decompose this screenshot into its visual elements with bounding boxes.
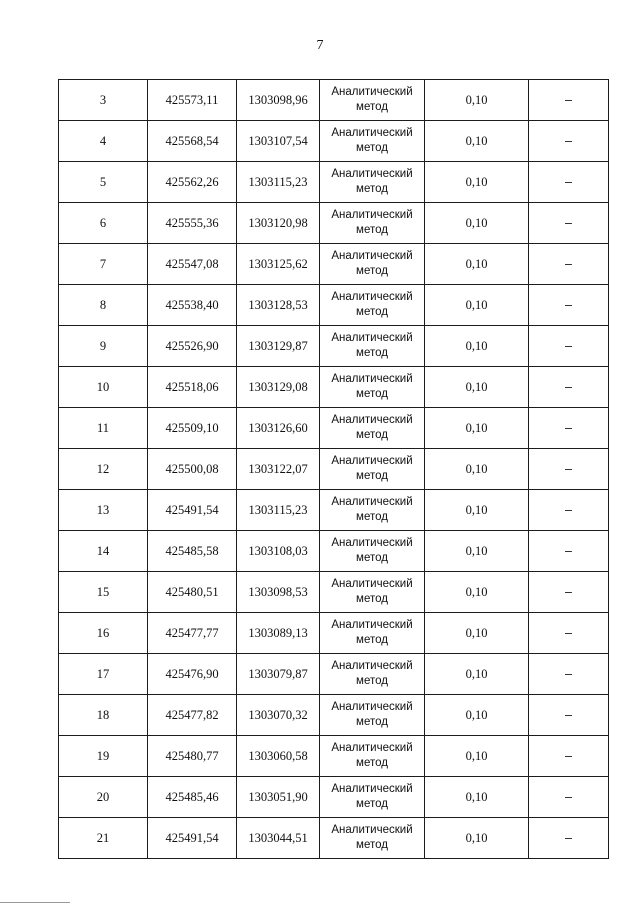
table-row [59,203,609,244]
dash-cell: – [529,695,609,736]
point-number-cell: 19 [59,736,148,777]
table-row [59,736,609,777]
table-row [59,367,609,408]
x-coordinate-cell: 425480,77 [148,736,237,777]
x-coordinate-cell: 425491,54 [148,490,237,531]
table-row [59,613,609,654]
method-cell: Аналитический метод [320,244,425,285]
accuracy-cell: 0,10 [425,203,529,244]
y-coordinate-cell: 1303115,23 [237,490,320,531]
point-number-cell: 3 [59,80,148,121]
y-coordinate-cell: 1303129,08 [237,367,320,408]
point-number-cell: 8 [59,285,148,326]
accuracy-cell: 0,10 [425,162,529,203]
method-cell: Аналитический метод [320,613,425,654]
table-row [59,244,609,285]
method-cell: Аналитический метод [320,80,425,121]
dash-cell: – [529,326,609,367]
x-coordinate-cell: 425573,11 [148,80,237,121]
x-coordinate-cell: 425477,77 [148,613,237,654]
coordinates-table-body [59,80,609,859]
table-row [59,449,609,490]
accuracy-cell: 0,10 [425,572,529,613]
point-number-cell: 15 [59,572,148,613]
method-cell: Аналитический метод [320,326,425,367]
x-coordinate-cell: 425476,90 [148,654,237,695]
accuracy-cell: 0,10 [425,285,529,326]
accuracy-cell: 0,10 [425,408,529,449]
y-coordinate-cell: 1303044,51 [237,818,320,859]
accuracy-cell: 0,10 [425,121,529,162]
point-number-cell: 7 [59,244,148,285]
y-coordinate-cell: 1303126,60 [237,408,320,449]
table-row [59,777,609,818]
dash-cell: – [529,613,609,654]
table-row [59,285,609,326]
x-coordinate-cell: 425555,36 [148,203,237,244]
accuracy-cell: 0,10 [425,449,529,490]
x-coordinate-cell: 425485,58 [148,531,237,572]
point-number-cell: 21 [59,818,148,859]
x-coordinate-cell: 425509,10 [148,408,237,449]
y-coordinate-cell: 1303108,03 [237,531,320,572]
y-coordinate-cell: 1303128,53 [237,285,320,326]
point-number-cell: 9 [59,326,148,367]
accuracy-cell: 0,10 [425,777,529,818]
point-number-cell: 16 [59,613,148,654]
point-number-cell: 14 [59,531,148,572]
y-coordinate-cell: 1303120,98 [237,203,320,244]
x-coordinate-cell: 425568,54 [148,121,237,162]
table-row [59,572,609,613]
y-coordinate-cell: 1303098,96 [237,80,320,121]
method-cell: Аналитический метод [320,777,425,818]
table-row [59,654,609,695]
method-cell: Аналитический метод [320,162,425,203]
point-number-cell: 11 [59,408,148,449]
scan-edge-mark [0,902,70,903]
accuracy-cell: 0,10 [425,818,529,859]
table-row [59,818,609,859]
point-number-cell: 10 [59,367,148,408]
method-cell: Аналитический метод [320,695,425,736]
dash-cell: – [529,490,609,531]
x-coordinate-cell: 425562,26 [148,162,237,203]
method-cell: Аналитический метод [320,121,425,162]
table-row [59,490,609,531]
dash-cell: – [529,121,609,162]
x-coordinate-cell: 425477,82 [148,695,237,736]
x-coordinate-cell: 425526,90 [148,326,237,367]
y-coordinate-cell: 1303089,13 [237,613,320,654]
y-coordinate-cell: 1303125,62 [237,244,320,285]
y-coordinate-cell: 1303098,53 [237,572,320,613]
dash-cell: – [529,162,609,203]
dash-cell: – [529,777,609,818]
method-cell: Аналитический метод [320,490,425,531]
point-number-cell: 6 [59,203,148,244]
y-coordinate-cell: 1303107,54 [237,121,320,162]
dash-cell: – [529,285,609,326]
accuracy-cell: 0,10 [425,367,529,408]
method-cell: Аналитический метод [320,572,425,613]
dash-cell: – [529,408,609,449]
method-cell: Аналитический метод [320,654,425,695]
x-coordinate-cell: 425547,08 [148,244,237,285]
dash-cell: – [529,203,609,244]
accuracy-cell: 0,10 [425,736,529,777]
dash-cell: – [529,654,609,695]
y-coordinate-cell: 1303122,07 [237,449,320,490]
method-cell: Аналитический метод [320,736,425,777]
dash-cell: – [529,818,609,859]
dash-cell: – [529,80,609,121]
x-coordinate-cell: 425485,46 [148,777,237,818]
method-cell: Аналитический метод [320,818,425,859]
point-number-cell: 17 [59,654,148,695]
accuracy-cell: 0,10 [425,695,529,736]
y-coordinate-cell: 1303115,23 [237,162,320,203]
point-number-cell: 18 [59,695,148,736]
dash-cell: – [529,572,609,613]
y-coordinate-cell: 1303079,87 [237,654,320,695]
method-cell: Аналитический метод [320,531,425,572]
method-cell: Аналитический метод [320,203,425,244]
y-coordinate-cell: 1303129,87 [237,326,320,367]
table-row [59,695,609,736]
y-coordinate-cell: 1303051,90 [237,777,320,818]
table-row [59,531,609,572]
y-coordinate-cell: 1303060,58 [237,736,320,777]
table-row [59,80,609,121]
point-number-cell: 20 [59,777,148,818]
method-cell: Аналитический метод [320,408,425,449]
accuracy-cell: 0,10 [425,654,529,695]
accuracy-cell: 0,10 [425,490,529,531]
x-coordinate-cell: 425491,54 [148,818,237,859]
method-cell: Аналитический метод [320,285,425,326]
x-coordinate-cell: 425518,06 [148,367,237,408]
table-row [59,162,609,203]
table-row [59,121,609,162]
method-cell: Аналитический метод [320,449,425,490]
accuracy-cell: 0,10 [425,326,529,367]
dash-cell: – [529,244,609,285]
point-number-cell: 4 [59,121,148,162]
accuracy-cell: 0,10 [425,244,529,285]
dash-cell: – [529,367,609,408]
x-coordinate-cell: 425500,08 [148,449,237,490]
dash-cell: – [529,531,609,572]
point-number-cell: 13 [59,490,148,531]
dash-cell: – [529,449,609,490]
coordinates-table [58,79,609,859]
page-number: 7 [316,38,324,53]
dash-cell: – [529,736,609,777]
point-number-cell: 12 [59,449,148,490]
table-row [59,408,609,449]
y-coordinate-cell: 1303070,32 [237,695,320,736]
accuracy-cell: 0,10 [425,80,529,121]
method-cell: Аналитический метод [320,367,425,408]
accuracy-cell: 0,10 [425,613,529,654]
x-coordinate-cell: 425538,40 [148,285,237,326]
accuracy-cell: 0,10 [425,531,529,572]
x-coordinate-cell: 425480,51 [148,572,237,613]
table-row [59,326,609,367]
point-number-cell: 5 [59,162,148,203]
